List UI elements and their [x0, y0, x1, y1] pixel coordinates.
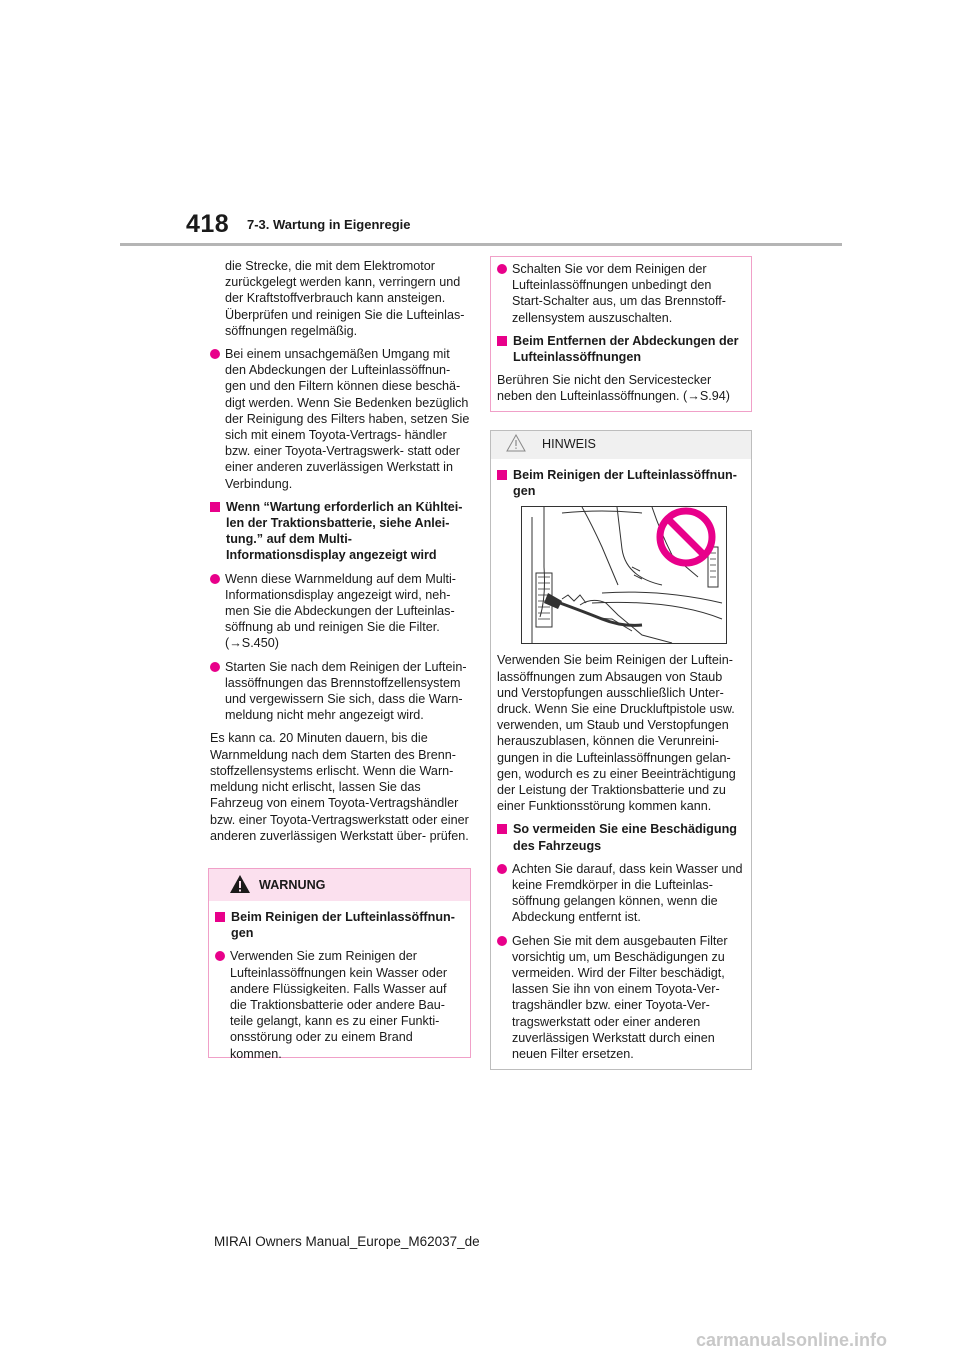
bullet-icon — [215, 951, 225, 961]
bullet-text: Bei einem unsachgemäßen Umgang mit den Abdeckungen der Lufteinlassöffnun- gen und den Filtern können diese beschä- digt werden. Wenn Sie Bedenken bezüglich der Reinigung des Filters haben, setzen Sie sich mit einem Toyota-Vertrags- händler bzw. einer Toyota-Vertragswerk- statt oder einer anderen zuverlässigen Werkstatt in Verbindung. — [225, 347, 470, 491]
subheading-text: Wenn “Wartung erforderlich an Kühltei- len der Traktionsbatterie, siehe Anlei- tung.” auf dem Multi- Informationsdisplay angezeigt wird — [226, 499, 463, 563]
bullet-icon — [497, 864, 507, 874]
left-column — [210, 258, 472, 851]
square-bullet-icon — [497, 336, 507, 346]
list-item — [497, 933, 745, 1063]
list-item — [210, 346, 472, 492]
bullet-icon — [497, 936, 507, 946]
subheading — [210, 499, 472, 564]
note-label: HINWEIS — [542, 437, 596, 451]
page-number: 418 — [186, 210, 230, 238]
header-divider — [120, 243, 842, 246]
list-item — [210, 571, 472, 652]
list-item — [497, 261, 745, 326]
bullet-text: Verwenden Sie zum Reinigen der Lufteinlassöffnungen kein Wasser oder andere Flüssigkeiten. Falls Wasser auf die Traktionsbatterie oder andere Bau- teile gelangt, kann es zu einer Funkti- onsstörung oder zu einem Brand kommen. — [230, 949, 448, 1061]
subheading — [497, 333, 745, 365]
bullet-icon — [210, 662, 220, 672]
square-bullet-icon — [497, 470, 507, 480]
list-item — [497, 861, 745, 926]
bullet-text: Starten Sie nach dem Reinigen der Luftein- lassöffnungen das Brennstoffzellensystem und vergewissern Sie sich, dass die Warn- meldung nicht mehr angezeigt wird. — [225, 659, 467, 723]
subheading-text: Beim Entfernen der Abdeckungen der Lufteinlassöffnungen — [513, 333, 739, 365]
list-item — [210, 659, 472, 724]
bullet-icon — [210, 349, 220, 359]
subheading-text: Beim Reinigen der Lufteinlassöffnun- gen — [513, 468, 737, 499]
bullet-text: Schalten Sie vor dem Reinigen der Lufteinlassöffnungen unbedingt den Start-Schalter aus, um das Brennstoff- zellensystem auszuschalten. — [512, 262, 726, 325]
warning-triangle-icon — [229, 874, 251, 899]
body-paragraph: Berühren Sie nicht den Servicestecker neben den Lufteinlassöffnungen. (→S.94) — [497, 373, 730, 404]
body-paragraph: Es kann ca. 20 Minuten dauern, bis die Warnmeldung nach dem Starten des Brenn- stoffzellensystems erlischt. Wenn die Warn- meldung nicht erlischt, lassen Sie das Fahrzeug von einem Toyota-Vertragshändler bzw. einer Toyota-Vertragswerkstatt oder einer anderen zuverlässigen Werkstatt über- prüfen. — [210, 731, 469, 843]
subheading-text: So vermeiden Sie eine Beschädigung des Fahrzeugs — [513, 822, 737, 853]
note-box-header — [491, 431, 751, 459]
intro-paragraph: die Strecke, die mit dem Elektromotor zurückgelegt werden kann, verringern und der Kraftstoffverbrauch kann ansteigen. Überprüfen und reinigen Sie die Lufteinlas- söffnungen regelmäßig. — [225, 259, 465, 338]
bullet-text: Wenn diese Warnmeldung auf dem Multi- Informationsdisplay angezeigt wird, neh- men Sie die Abdeckungen der Lufteinlas- söffnung ab und reinigen Sie die Filter. (→S.450) — [225, 571, 456, 651]
note-box — [490, 430, 752, 1070]
warning-label: WARNUNG — [259, 878, 326, 892]
footer-text: MIRAI Owners Manual_Europe_M62037_de — [214, 1234, 480, 1249]
subheading — [215, 909, 464, 941]
section-title: 7-3. Wartung in Eigenregie — [247, 217, 411, 232]
subheading-text: Beim Reinigen der Lufteinlassöffnun- gen — [231, 910, 455, 941]
bullet-text: Gehen Sie mit dem ausgebauten Filter vorsichtig um, um Beschädigungen zu vermeiden. Wird der Filter beschädigt, lassen Sie ihn von einem Toyota-Ver- tragshändler bzw. einer Toyota-Ver- tragswerkstatt oder einer anderen zuverlässigen Werkstatt durch einen neuen Filter ersetzen. — [512, 933, 728, 1062]
bullet-icon — [497, 264, 507, 274]
caution-triangle-icon — [506, 434, 526, 457]
subheading — [497, 467, 745, 499]
subheading — [497, 821, 745, 853]
square-bullet-icon — [215, 912, 225, 922]
square-bullet-icon — [210, 502, 220, 512]
list-item — [215, 948, 464, 1061]
warning-box-header — [209, 869, 470, 901]
body-paragraph: Verwenden Sie beim Reinigen der Luftein- lassöffnungen zum Absaugen von Staub und Verstopfungen ausschließlich Unter- druck. Wenn Sie eine Druckluftpistole usw. verwenden, um Staub und Verstopfungen herauszublasen, können die Verunreini- gungen in die Lufteinlassöffnungen gelan- gen, wodurch es zu einer Beeinträchtigung der Leistung der Traktionsbatterie und zu einer Funktionsstörung kommen kann. — [497, 653, 736, 814]
bullet-text: Achten Sie darauf, dass kein Wasser und keine Fremdkörper in die Lufteinlas- söffnung gelangen können, wenn die Abdeckung entfernt ist. — [512, 861, 743, 925]
vacuum-cleaning-illustration — [521, 506, 727, 644]
bullet-icon — [210, 574, 220, 584]
warning-box — [208, 868, 471, 1061]
watermark: carmanualsonline.info — [696, 1330, 888, 1350]
warning-box-continued — [490, 256, 752, 412]
square-bullet-icon — [497, 824, 507, 834]
